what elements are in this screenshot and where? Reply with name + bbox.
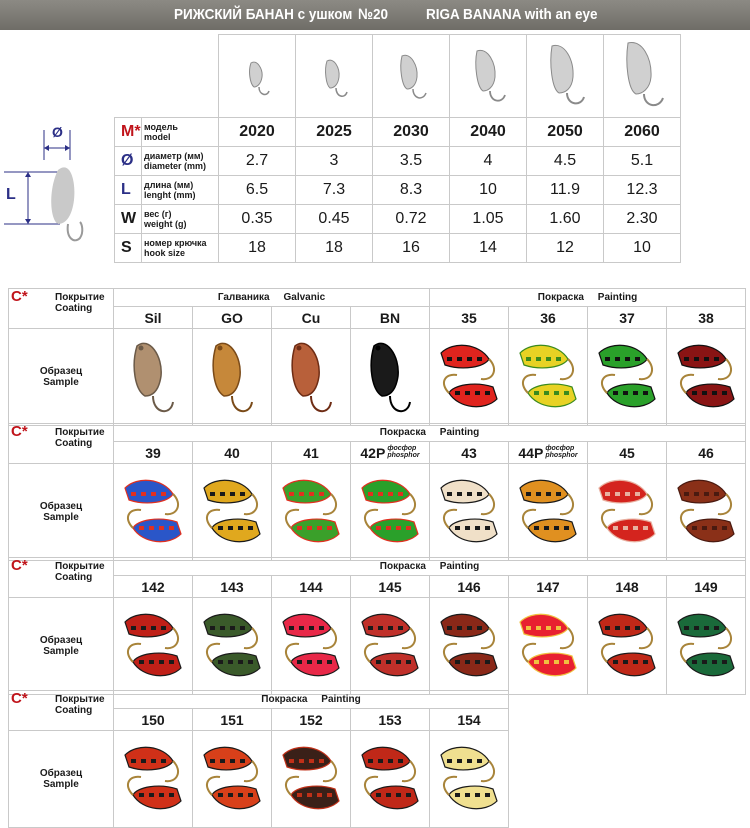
cell: 10 (450, 176, 527, 205)
sample-label: Образец Sample (9, 731, 114, 828)
sample-image-43 (430, 464, 509, 561)
sample-image-45 (588, 464, 667, 561)
coating-code: 145 (351, 576, 430, 598)
cell: 2.7 (219, 147, 296, 176)
row-key: M* (115, 118, 142, 147)
sample-image-41 (272, 464, 351, 561)
coating-code: 151 (193, 709, 272, 731)
coating-code: 144 (272, 576, 351, 598)
cell: 2040 (450, 118, 527, 147)
cell: 8.3 (373, 176, 450, 205)
coating-code: 42P фосфор phosphor (351, 442, 430, 464)
spec-row-diameter (115, 147, 681, 176)
coating-code: 146 (430, 576, 509, 598)
coating-code: 143 (193, 576, 272, 598)
coating-code: 35 (430, 307, 509, 329)
cell: 0.72 (373, 205, 450, 234)
coating-label: C* Покрытие Coating (9, 558, 114, 598)
sample-image-151 (193, 731, 272, 828)
title-ru: РИЖСКИЙ БАНАН с ушком (174, 6, 353, 23)
coating-code: GO (193, 307, 272, 329)
coating-code: 39 (114, 442, 193, 464)
spec-row-hook (115, 234, 681, 263)
coating-table (8, 423, 746, 561)
jig-image-2050 (527, 35, 604, 118)
cell: 2060 (604, 118, 681, 147)
coating-table (8, 288, 746, 426)
cell: 12 (527, 234, 604, 263)
row-key: W (115, 205, 142, 234)
sample-image-142 (114, 598, 193, 695)
title-banner (0, 0, 750, 30)
row-key: L (115, 176, 142, 205)
sample-image-143 (193, 598, 272, 695)
cell: 1.60 (527, 205, 604, 234)
coating-code: 44P фосфор phosphor (509, 442, 588, 464)
coating-code: 154 (430, 709, 509, 731)
coating-code: 142 (114, 576, 193, 598)
sample-image-149 (667, 598, 746, 695)
spec-row-length (115, 176, 681, 205)
coating-code: 37 (588, 307, 667, 329)
cell: 5.1 (604, 147, 681, 176)
sample-image-154 (430, 731, 509, 828)
coating-table (8, 690, 509, 828)
row-label: длина (мм) lenght (mm) (142, 176, 219, 205)
coating-code: 41 (272, 442, 351, 464)
coating-code: 46 (667, 442, 746, 464)
length-symbol: L (6, 186, 16, 203)
coating-code: 153 (351, 709, 430, 731)
spec-row-weight (115, 205, 681, 234)
phosphor-note: фосфор phosphor (387, 444, 420, 459)
sample-image-39 (114, 464, 193, 561)
sample-image-38 (667, 329, 746, 426)
sample-image-148 (588, 598, 667, 695)
coating-code: Cu (272, 307, 351, 329)
coating-label: C* Покрытие Coating (9, 691, 114, 731)
sample-image-42P (351, 464, 430, 561)
coating-code: 149 (667, 576, 746, 598)
row-label: модель model (142, 118, 219, 147)
coating-code: 45 (588, 442, 667, 464)
jig-image-2060 (604, 35, 681, 118)
title-number: №20 (358, 6, 389, 23)
cell: 18 (296, 234, 373, 263)
cell: 16 (373, 234, 450, 263)
coating-code: 36 (509, 307, 588, 329)
coating-code: 147 (509, 576, 588, 598)
coating-code: 152 (272, 709, 351, 731)
cell: 0.45 (296, 205, 373, 234)
cell: 18 (219, 234, 296, 263)
painting-header: Покраска Painting (430, 289, 746, 307)
jig-image-2020 (219, 35, 296, 118)
galvanic-header: Галваника Galvanic (114, 289, 430, 307)
painting-header: Покраска Painting (114, 558, 746, 576)
cell: 2025 (296, 118, 373, 147)
cell: 2020 (219, 118, 296, 147)
painting-header: Покраска Painting (114, 424, 746, 442)
cell: 4 (450, 147, 527, 176)
cell: 12.3 (604, 176, 681, 205)
cell: 14 (450, 234, 527, 263)
cell: 2030 (373, 118, 450, 147)
sample-image-37 (588, 329, 667, 426)
jig-image-2040 (450, 35, 527, 118)
coating-code: 38 (667, 307, 746, 329)
cell: 1.05 (450, 205, 527, 234)
sample-label: Образец Sample (9, 329, 114, 426)
phosphor-note: фосфор phosphor (545, 444, 578, 459)
sample-image-GO (193, 329, 272, 426)
sample-label: Образец Sample (9, 464, 114, 561)
row-key: S (115, 234, 142, 263)
cell: 3.5 (373, 147, 450, 176)
sample-image-147 (509, 598, 588, 695)
cell: 7.3 (296, 176, 373, 205)
sample-image-150 (114, 731, 193, 828)
coating-label: C* Покрытие Coating (9, 424, 114, 464)
row-key: Ø (115, 147, 142, 176)
spec-row-model (115, 118, 681, 147)
diameter-symbol: Ø (52, 124, 63, 140)
painting-header: Покраска Painting (114, 691, 509, 709)
row-label: номер крючка hook size (142, 234, 219, 263)
cell: 0.35 (219, 205, 296, 234)
coating-code: 40 (193, 442, 272, 464)
sample-image-152 (272, 731, 351, 828)
sample-image-46 (667, 464, 746, 561)
sample-image-44P (509, 464, 588, 561)
sample-image-BN (351, 329, 430, 426)
sample-image-Cu (272, 329, 351, 426)
cell: 10 (604, 234, 681, 263)
sample-image-36 (509, 329, 588, 426)
cell: 3 (296, 147, 373, 176)
title-en: RIGA BANANA with an eye (426, 6, 598, 23)
cell: 4.5 (527, 147, 604, 176)
coating-label: C* Покрытие Coating (9, 289, 114, 329)
jig-image-2025 (296, 35, 373, 118)
sample-image-153 (351, 731, 430, 828)
sample-image-35 (430, 329, 509, 426)
cell: 6.5 (219, 176, 296, 205)
sample-image-Sil (114, 329, 193, 426)
sample-label: Образец Sample (9, 598, 114, 695)
sample-image-145 (351, 598, 430, 695)
coating-code: 150 (114, 709, 193, 731)
row-label: диаметр (мм) diameter (mm) (142, 147, 219, 176)
cell: 11.9 (527, 176, 604, 205)
cell: 2050 (527, 118, 604, 147)
coating-code: Sil (114, 307, 193, 329)
sample-image-144 (272, 598, 351, 695)
coating-table (8, 557, 746, 695)
sample-image-146 (430, 598, 509, 695)
cell: 2.30 (604, 205, 681, 234)
coating-code: 43 (430, 442, 509, 464)
row-label: вес (г) weight (g) (142, 205, 219, 234)
coating-code: BN (351, 307, 430, 329)
sample-image-40 (193, 464, 272, 561)
jig-image-2030 (373, 35, 450, 118)
spec-table (114, 34, 681, 263)
coating-code: 148 (588, 576, 667, 598)
